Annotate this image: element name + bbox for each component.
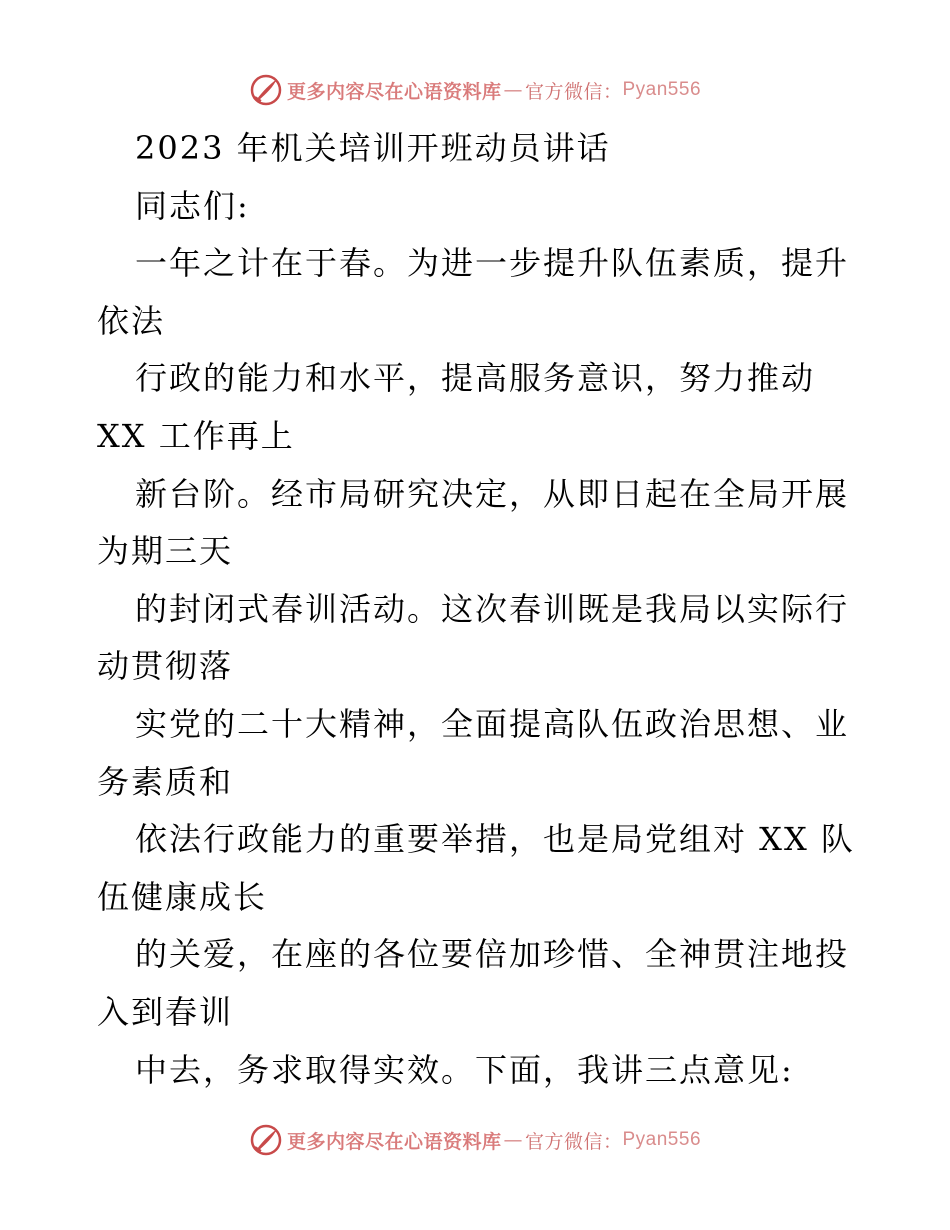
paragraph-line: 入到春训: [97, 992, 234, 1031]
paragraph-line: 一年之计在于春。为进一步提升队伍素质，提升: [135, 244, 850, 283]
document-greeting: 同志们:: [135, 186, 250, 225]
paragraph-line: 中去，务求取得实效。下面，我讲三点意见:: [135, 1050, 794, 1089]
paragraph-line: 依法: [97, 301, 166, 340]
quill-logo-icon: [249, 1123, 283, 1157]
paragraph-line: 依法行政能力的重要举措，也是局党组对 XX 队: [135, 820, 855, 859]
banner-dash: —: [503, 79, 523, 101]
header-banner: [0, 70, 950, 110]
paragraph-line: 务素质和: [97, 762, 234, 801]
banner-dash: —: [503, 1129, 523, 1151]
document-body: [97, 120, 857, 1099]
banner-handle: Pyan556: [622, 79, 702, 100]
banner-main-text: 更多内容尽在心语资料库: [286, 80, 502, 103]
paragraph-line: 为期三天: [97, 532, 234, 571]
banner-official-label: 官方微信：: [524, 1130, 623, 1153]
paragraph-line: 伍健康成长: [97, 877, 268, 916]
paragraph-line: XX 工作再上: [97, 416, 295, 455]
banner-main-text: 更多内容尽在心语资料库: [286, 1130, 502, 1153]
document-title: 2023 年机关培训开班动员讲话: [135, 129, 611, 167]
quill-logo-icon: [249, 73, 283, 107]
banner-official-label: 官方微信：: [524, 80, 623, 103]
paragraph-line: 的封闭式春训活动。这次春训既是我局以实际行: [135, 589, 850, 628]
banner-handle: Pyan556: [622, 1129, 702, 1150]
paragraph-line: 的关爱，在座的各位要倍加珍惜、全神贯注地投: [135, 935, 850, 974]
paragraph-line: 新台阶。经市局研究决定，从即日起在全局开展: [135, 474, 850, 513]
footer-banner: [0, 1120, 950, 1160]
paragraph-line: 实党的二十大精神，全面提高队伍政治思想、业: [135, 704, 850, 743]
paragraph-line: 动贯彻落: [97, 647, 234, 686]
paragraph-line: 行政的能力和水平，提高服务意识，努力推动: [135, 359, 816, 398]
